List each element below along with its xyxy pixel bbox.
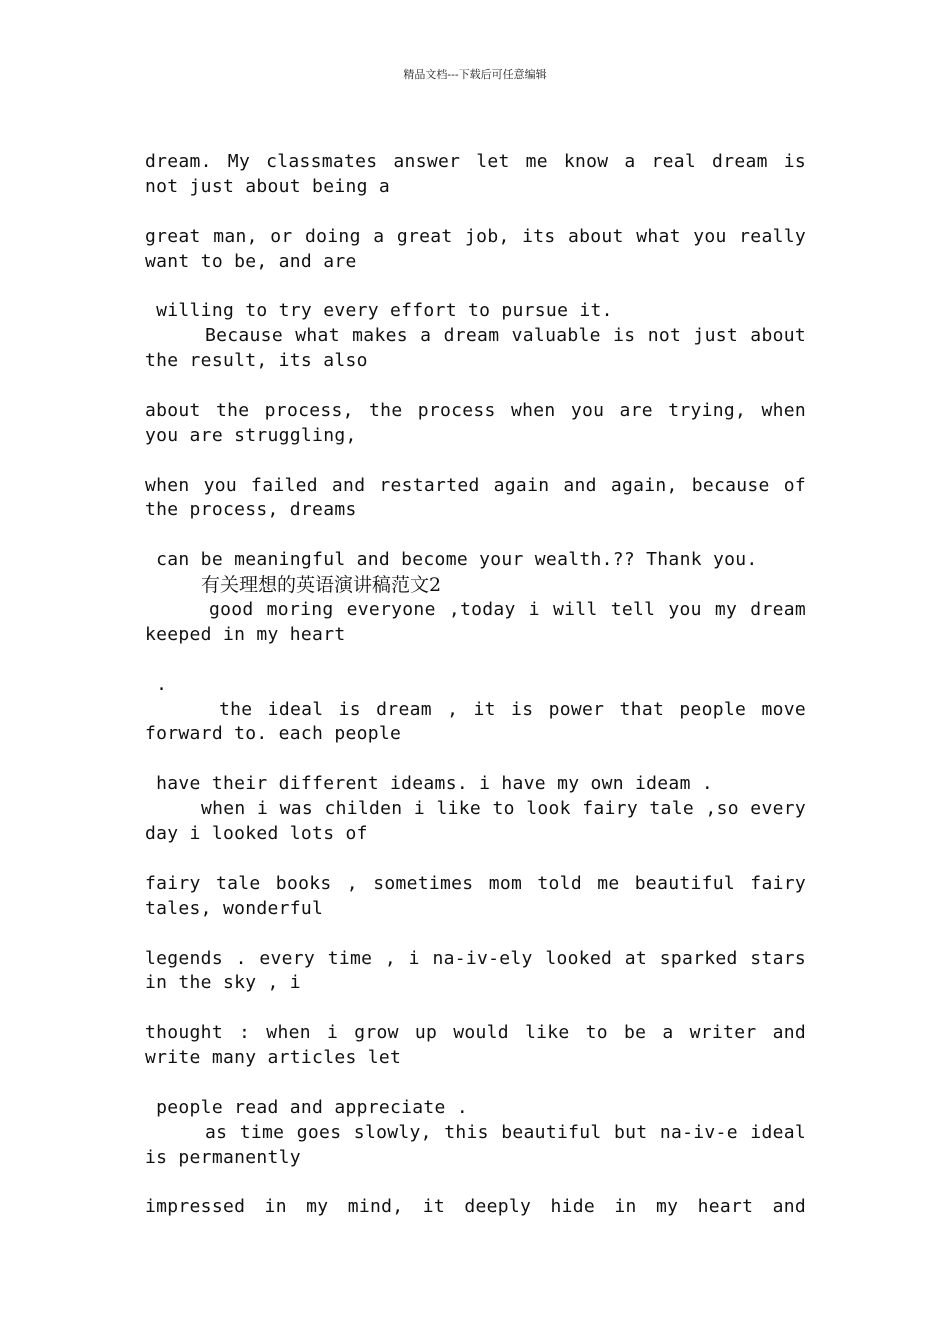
text-line: willing to try every effort to pursue it. (145, 300, 613, 322)
text-line: want to be, and are (145, 250, 357, 272)
line-gap (145, 1071, 806, 1096)
text-line: keeped in my heart (145, 623, 346, 645)
text-line: impressed in my mind, it deeply hide in my heart and (145, 1196, 806, 1218)
text-line: legends . every time , i na-iv-ely looked at sparked stars (145, 947, 806, 969)
line-gap (145, 996, 806, 1021)
line-gap (145, 847, 806, 872)
text-line: dream. My classmates answer let me know a real dream is (145, 151, 806, 172)
text-line: fairy tale books , sometimes mom told me beautiful fairy (145, 872, 806, 894)
line-gap (145, 200, 806, 225)
text-line: good moring everyone ,today i will tell you my dream (209, 599, 806, 621)
text-line: people read and appreciate . (145, 1096, 468, 1118)
page-header: 精品文档---下载后可任意编辑 (403, 68, 547, 81)
text-line: have their different ideams. i have my own ideam . (145, 773, 713, 795)
text-line: when you failed and restarted again and again, because of (145, 474, 806, 496)
line-gap (145, 274, 806, 299)
text-line: as time goes slowly, this beautiful but na-iv-e ideal (205, 1121, 806, 1143)
line-gap (145, 648, 806, 673)
text-line: . (145, 673, 168, 695)
text-line: Because what makes a dream valuable is not just about (205, 325, 806, 347)
text-line: tales, wonderful (145, 897, 324, 919)
text-line: not just about being a (145, 175, 391, 197)
section-heading: 有关理想的英语演讲稿范文2 (201, 574, 442, 597)
line-gap (145, 922, 806, 947)
text-line: great man, or doing a great job, its about what you really (145, 225, 806, 247)
text-line: in the sky , i (145, 972, 301, 994)
text-line: you are struggling, (145, 424, 357, 446)
text-line: about the process, the process when you are trying, when (145, 399, 806, 421)
line-gap (145, 1171, 806, 1196)
text-line: the process, dreams (145, 499, 357, 521)
text-line: can be meaningful and become your wealth.?? Thank you. (145, 549, 758, 571)
text-line: the ideal is dream , it is power that people move (219, 698, 806, 720)
text-line: forward to. each people (145, 723, 402, 745)
line-gap (145, 747, 806, 772)
text-line: when i was childen i like to look fairy tale ,so every (201, 798, 806, 820)
text-line: the result, its also (145, 350, 368, 372)
text-line: day i looked lots of (145, 823, 368, 845)
text-line: is permanently (145, 1146, 301, 1168)
document-body (145, 150, 806, 1220)
line-gap (145, 374, 806, 399)
text-line: write many articles let (145, 1047, 402, 1069)
text-line: thought : when i grow up would like to be a writer and (145, 1022, 806, 1044)
line-gap (145, 523, 806, 548)
line-gap (145, 449, 806, 474)
